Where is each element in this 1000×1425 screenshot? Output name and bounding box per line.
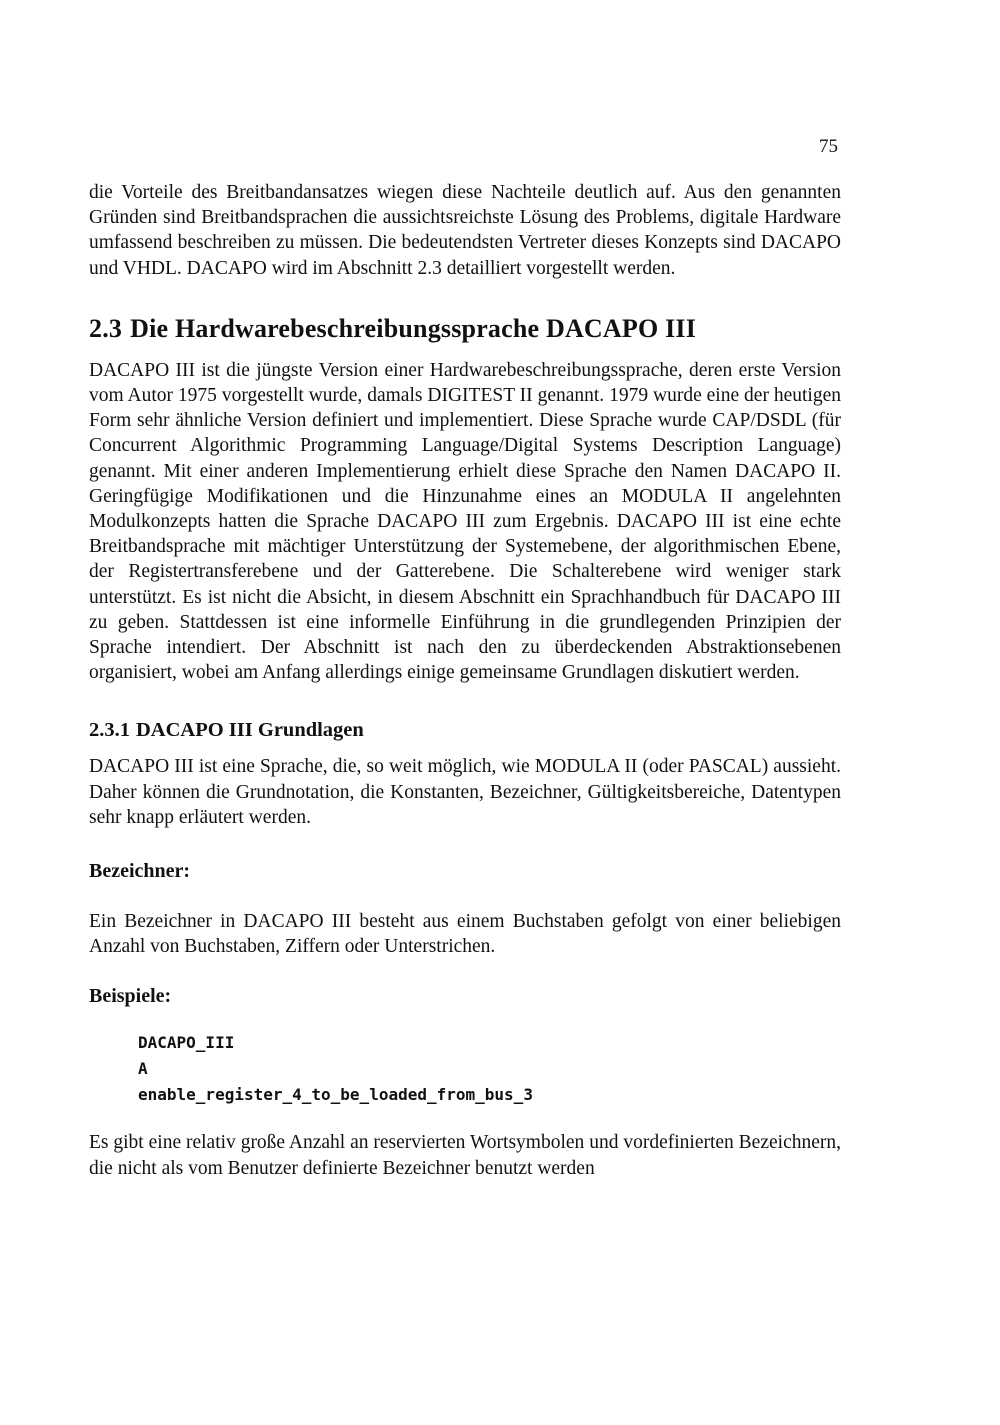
- subsection-number: 2.3.1: [89, 719, 130, 742]
- beispiele-heading: Beispiele:: [89, 985, 172, 1008]
- page-content: [89, 180, 841, 1181]
- example-code-block: [138, 1030, 841, 1108]
- subsection-paragraph: DACAPO III ist eine Sprache, die, so weit möglich, wie MODULA II (oder PASCAL) aussieht. Daher können die Grundnotation, die Konstanten, Bezeichner, Gültigkeitsbereiche, Datentypen sehr knapp erläutert werden.: [89, 756, 841, 828]
- section-paragraph: DACAPO III ist die jüngste Version einer Hardwarebeschreibungssprache, deren erste Version vom Autor 1975 vorgestellt wurde, damals DIGITEST II genannt. 1979 wurde eine der heutigen Form sehr ähnliche Version definiert und implementiert. Diese Sprache wurde CAP/DSDL (für Concurrent Algorithmic Programming Language/Digital Systems Description Language) genannt. Mit einer anderen Implementierung erhielt diese Sprache den Namen DACAPO II. Geringfügige Modifikationen und die Hinzunahme eines an MODULA II angelehnten Modulkonzepts hatten die Sprache DACAPO III zum Ergebnis. DACAPO III ist eine echte Breitbandsprache mit mächtiger Unterstützung der Systemebene, der algorithmischen Ebene, der Registertransferebene und der Gatterebene. Die Schalterebene wird weniger stark unterstützt. Es ist nicht die Absicht, in diesem Abschnitt ein Sprachhandbuch für DACAPO III zu geben. Stattdessen ist eine informelle Einführung in die grundlegenden Prinzipien der Sprache intendiert. Der Abschnitt ist nach den zu überdeckenden Abstraktionsebenen organisiert, wobei am Anfang allerdings einige gemeinsame Grundlagen diskutiert werden.: [89, 359, 841, 684]
- bezeichner-paragraph: Ein Bezeichner in DACAPO III besteht aus einem Buchstaben gefolgt von einer beliebigen Anzahl von Buchstaben, Ziffern oder Unterstrichen.: [89, 911, 841, 958]
- section-title: Die Hardwarebeschreibungssprache DACAPO III: [130, 313, 697, 343]
- subsection-heading: [89, 719, 841, 742]
- example-identifier: A: [138, 1059, 148, 1079]
- subsection-title: DACAPO III Grundlagen: [136, 719, 364, 742]
- example-identifier: DACAPO_III: [138, 1033, 235, 1053]
- bezeichner-heading: Bezeichner:: [89, 860, 191, 883]
- closing-paragraph: Es gibt eine relativ große Anzahl an reservierten Wortsymbolen und vordefinierten Bezeichnern, die nicht als vom Benutzer definierte Bezeichner benutzt werden: [89, 1132, 841, 1179]
- section-heading: [89, 314, 841, 344]
- page-number: 75: [819, 136, 838, 157]
- intro-paragraph: die Vorteile des Breitbandansatzes wiegen diese Nachteile deutlich auf. Aus den genannten Gründen sind Breitbandsprachen die aussichtsreichste Lösung des Problems, digitale Hardware umfassend beschreiben zu müssen. Die bedeutendsten Vertreter dieses Konzepts sind DACAPO und VHDL. DACAPO wird im Abschnitt 2.3 detailliert vorgestellt werden.: [89, 182, 841, 279]
- example-identifier: enable_register_4_to_be_loaded_from_bus_3: [138, 1085, 533, 1105]
- section-number: 2.3: [89, 313, 123, 343]
